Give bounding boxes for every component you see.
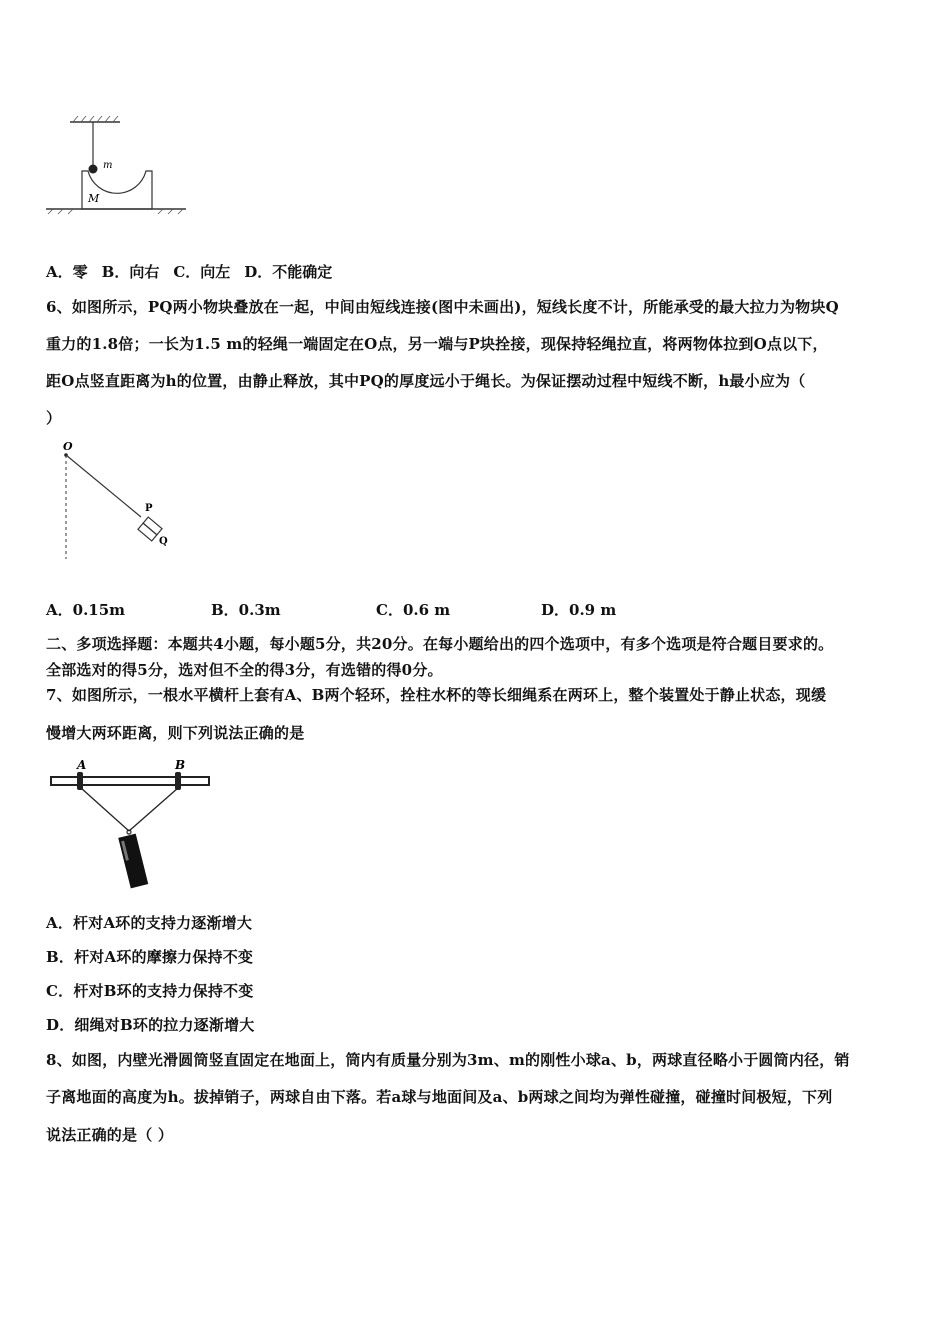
q6-block-q [138,523,157,541]
q7-option-d: D．细绳对B环的拉力逐渐增大 [46,1016,255,1034]
q6-option-a: A．0.15m [46,601,126,619]
q6-option-d: D．0.9 m [541,601,617,619]
q7-option-a: A．杆对A环的支持力逐渐增大 [46,914,253,932]
q8-line-1: 8、如图，内壁光滑圆筒竖直固定在地面上，筒内有质量分别为3m、m的刚性小球a、b，两球直径略小于圆筒内径，销 [46,1051,850,1069]
q6-label-O: O [63,440,73,453]
q5-label-m: m [103,160,113,171]
q5-ball [89,165,98,174]
q7-ring-b [175,772,181,790]
q7-option-c: C．杆对B环的支持力保持不变 [46,982,254,1000]
q8-line-2: 子离地面的高度为h。拔掉销子，两球自由下落。若a球与地面间及a、b两球之间均为弹性碰撞，碰撞时间极短，下列 [46,1088,833,1106]
q6-line-4: ） [46,409,62,427]
q5-option-d: D．不能确定 [244,263,333,281]
section2-line-2: 全部选对的得5分，选对但不全的得3分，有选错的得0分。 [46,661,443,679]
q6-line-3: 距O点竖直距离为h的位置，由静止释放，其中PQ的厚度远小于绳长。为保证摆动过程中短线不断，h最小应为（ [46,372,806,390]
q6-options [46,599,616,620]
q6-label-Q: Q [159,536,168,547]
q7-bar [51,777,209,785]
q5-options [46,261,332,282]
q6-line-2: 重力的1.8倍；一长为1.5 m的轻绳一端固定在O点，另一端与P块拴接，现保持轻绳拉直，将两物体拉到O点以下， [46,335,828,353]
q8-line-3: 说法正确的是（ ） [46,1126,174,1144]
q6-option-c: C．0.6 m [376,601,451,619]
q7-ring-a [77,772,83,790]
q6-line-1: 6、如图所示，PQ两小物块叠放在一起，中间由短线连接(图中未画出)，短线长度不计，所能承受的最大拉力为物块Q [46,298,839,316]
q6-option-b: B．0.3m [211,601,281,619]
q5-option-b: B．向右 [101,263,160,281]
q5-option-a: A．零 [46,263,88,281]
q6-figure [55,437,180,562]
q7-line-1: 7、如图所示，一根水平横杆上套有A、B两个轻环，拴柱水杯的等长细绳系在两环上，整个装置处于静止状态，现缓 [46,686,827,704]
q5-figure [40,112,190,217]
section2-line-1: 二、多项选择题：本题共4小题，每小题5分，共20分。在每小题给出的四个选项中，有多个选项是符合题目要求的。 [46,635,834,653]
q7-line-2: 慢增大两环距离，则下列说法正确的是 [46,724,305,742]
q7-label-A: A [77,758,87,772]
q7-option-b: B．杆对A环的摩擦力保持不变 [46,948,254,966]
q5-label-M: M [88,192,100,205]
q5-option-c: C．向左 [173,263,231,281]
q6-label-P: P [145,503,153,514]
q7-label-B: B [175,758,186,772]
q7-figure [45,755,215,895]
